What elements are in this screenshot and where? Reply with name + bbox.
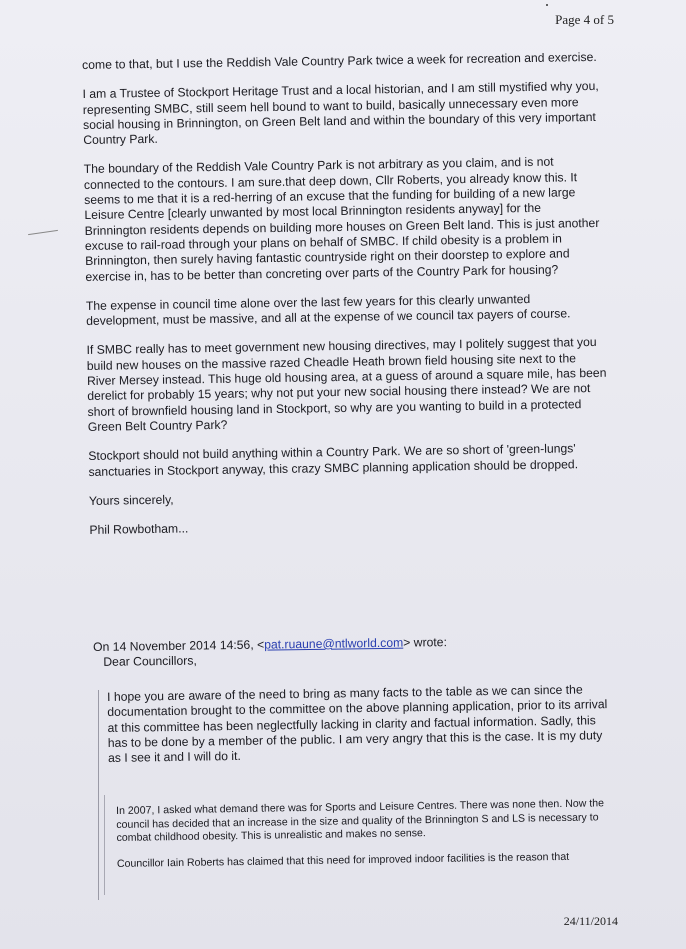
nested-quoted-paragraph: Councillor Iain Roberts has claimed that this need for improved indoor facilities is the reason that <box>116 850 570 870</box>
email-link[interactable]: pat.ruaune@ntlworld.com <box>264 635 404 652</box>
page-number: Page 4 of 5 <box>555 12 614 27</box>
letter-paragraph: I am a Trustee of Stockport Heritage Trust and a local historian, and I am still mystified why you, representing SMBC, still seem hell bound to want to build, basically unnecessary even more social housing in Brinnington, on Green Belt land and within the boundary of this very important Country Park. <box>82 79 599 148</box>
quote-rule <box>98 690 99 900</box>
letter-paragraph: The expense in council time alone over the last few years for this clearly unwanted development, must be massive, and all at the expense of we council tax payers of course. <box>85 291 571 329</box>
reply-suffix: > wrote: <box>403 635 448 650</box>
letter-body <box>82 50 610 553</box>
margin-mark <box>28 230 58 235</box>
footer-date: 24/11/2014 <box>563 914 618 928</box>
signature-name: Phil Rowbotham... <box>89 521 189 538</box>
letter-paragraph: come to that, but I use the Reddish Vale Country Park twice a week for recreation and exercise. <box>82 49 597 72</box>
reply-greeting: Dear Councillors, <box>103 653 197 670</box>
reply-header <box>93 633 613 671</box>
nested-quoted-paragraph: In 2007, I asked what demand there was for Sports and Leisure Centres. There was none then. Now the council has decided that an increase in the size and quality of the Brinnington S and LS is necessary to combat childhood obesity. This is unrealistic and makes no sense. <box>116 797 605 845</box>
letter-paragraph: If SMBC really has to meet government new housing directives, may I politely suggest that you build new houses on the massive razed Cheadle Heath brown field housing site next to the River Mersey instead. This huge old housing area, at a guess of around a square mile, has been derelict for probably 15 years; why not put your new social housing there instead? We are not short of brownfield housing land in Stockport, so why are you wanting to build in a protected Green Belt Country Park? <box>86 335 607 434</box>
sign-off: Yours sincerely, <box>88 492 174 508</box>
letter-paragraph: Stockport should not build anything within a Country Park. We are so short of 'green-lungs' sanctuaries in Stockport anyway, this crazy SMBC planning application should be dropped. <box>88 441 579 479</box>
quoted-paragraph: I hope you are aware of the need to bring as many facts to the table as we can since the documentation brought to the committee on the above planning application, prior to its arrival at this committee has been neglectfully lacking in clarity and factual information. Sadly, this has to be done by a member of the public. I am very angry that this is the case. It is my duty as I see it and I will do it. <box>107 682 608 766</box>
nested-quote-rule <box>104 795 105 895</box>
reply-prefix: On 14 November 2014 14:56, < <box>93 637 265 654</box>
scan-speck <box>546 4 548 6</box>
letter-paragraph: The boundary of the Reddish Vale Country Park is not arbitrary as you claim, and is not connected to the contours. I am sure.that deep down, Cllr Roberts, you already know this. It seems to me that it is a red-herring of an excuse that the funding for building of a new large Leisure Centre [clearly unwanted by most local Brinnington residents anyway] for the Brinnington residents depends on building more houses on Green Belt land. This is just another excuse to rail-road through your plans on behalf of SMBC. If child obesity is a problem in Brinnington, then surely having fantastic countryside right on their doorstep to explore and exercise in, has to be better than concreting over parts of the Country Park for housing? <box>83 155 600 284</box>
nested-quoted-message <box>116 797 617 883</box>
quoted-message <box>107 682 618 778</box>
